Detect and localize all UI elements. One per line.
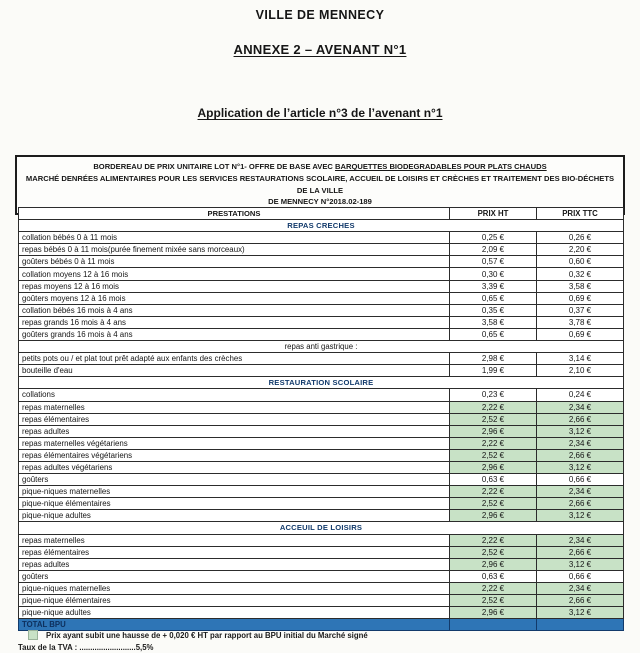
prestation-label: collation bébés 0 à 11 mois [19, 232, 450, 244]
prix-ttc-value: 2,34 € [537, 534, 624, 546]
prix-ttc-value: 2,34 € [537, 486, 624, 498]
table-row [19, 570, 624, 582]
prestation-label: goûters [19, 474, 450, 486]
prix-ht-value: 2,22 € [450, 486, 537, 498]
prestation-label: collation bébés 16 mois à 4 ans [19, 304, 450, 316]
table-row [19, 461, 624, 473]
prestation-label: petits pots ou / et plat tout prêt adapté aux enfants des crèches [19, 353, 450, 365]
prix-ht-value: 0,63 € [450, 474, 537, 486]
prix-ttc-value: 3,58 € [537, 280, 624, 292]
tva-rate-line: Taux de la TVA : ..........................5,5% [18, 643, 154, 652]
column-header-prestations: PRESTATIONS [19, 208, 450, 220]
prix-ttc-value: 2,34 € [537, 437, 624, 449]
prix-ht-value: 2,52 € [450, 449, 537, 461]
prix-ht-value: 2,09 € [450, 244, 537, 256]
prix-ht-value: 2,52 € [450, 546, 537, 558]
section-title: RESTAURATION SCOLAIRE [19, 377, 624, 389]
prix-ht-value: 2,96 € [450, 425, 537, 437]
prix-ht-value: 0,63 € [450, 570, 537, 582]
prix-ttc-value: 2,66 € [537, 595, 624, 607]
prix-ht-value: 0,57 € [450, 256, 537, 268]
prestation-label: repas adultes [19, 558, 450, 570]
prix-ttc-value: 2,10 € [537, 365, 624, 377]
prestation-label: goûters grands 16 mois à 4 ans [19, 328, 450, 340]
prestation-label: repas élémentaires végétariens [19, 449, 450, 461]
section-header-row [19, 220, 624, 232]
prestation-label: collation moyens 12 à 16 mois [19, 268, 450, 280]
prix-ht-value: 3,58 € [450, 316, 537, 328]
table-row [19, 232, 624, 244]
price-table [18, 207, 624, 631]
section-header-row [19, 377, 624, 389]
prix-ttc-value: 3,12 € [537, 461, 624, 473]
price-table-body [19, 220, 624, 631]
table-row [19, 328, 624, 340]
total-prix-ttc-value [537, 619, 624, 631]
prix-ht-value: 2,96 € [450, 558, 537, 570]
prix-ht-value: 2,96 € [450, 461, 537, 473]
prestation-label: goûters [19, 570, 450, 582]
table-row [19, 413, 624, 425]
prix-ht-value: 3,39 € [450, 280, 537, 292]
prix-ht-value: 2,22 € [450, 437, 537, 449]
prix-ttc-value: 2,20 € [537, 244, 624, 256]
prestation-label: goûters moyens 12 à 16 mois [19, 292, 450, 304]
table-row [19, 498, 624, 510]
prix-ttc-value: 3,78 € [537, 316, 624, 328]
table-row [19, 510, 624, 522]
prix-ht-value: 0,30 € [450, 268, 537, 280]
green-highlight-swatch-icon [28, 630, 38, 640]
prix-ttc-value: 2,34 € [537, 582, 624, 594]
prix-ht-value: 2,22 € [450, 534, 537, 546]
table-row [19, 582, 624, 594]
prestation-label: repas grands 16 mois à 4 ans [19, 316, 450, 328]
section-title: ACCEUIL DE LOISIRS [19, 522, 624, 534]
prestation-label: repas élémentaires [19, 546, 450, 558]
table-header-row [19, 208, 624, 220]
prix-ht-value: 2,52 € [450, 498, 537, 510]
prestation-label: pique-niques maternelles [19, 582, 450, 594]
prix-ht-value: 0,25 € [450, 232, 537, 244]
annexe-subtitle-text: ANNEXE 2 – AVENANT N°1 [233, 42, 407, 57]
subsection-label: repas anti gastrique : [19, 341, 624, 353]
prix-ht-value: 0,65 € [450, 292, 537, 304]
prix-ttc-value: 2,66 € [537, 449, 624, 461]
prestation-label: repas bébés 0 à 11 mois(purée finement mixée sans morceaux) [19, 244, 450, 256]
table-row [19, 389, 624, 401]
table-row [19, 437, 624, 449]
prestation-label: pique-nique élémentaires [19, 595, 450, 607]
prix-ttc-value: 0,66 € [537, 474, 624, 486]
prestation-label: repas moyens 12 à 16 mois [19, 280, 450, 292]
table-row [19, 244, 624, 256]
table-row [19, 316, 624, 328]
section-title: REPAS CRECHES [19, 220, 624, 232]
table-row [19, 449, 624, 461]
page-title: VILLE DE MENNECY [255, 8, 385, 22]
price-increase-legend [28, 630, 368, 640]
table-row [19, 365, 624, 377]
prestation-label: repas adultes végétariens [19, 461, 450, 473]
table-row [19, 486, 624, 498]
prix-ht-value: 0,23 € [450, 389, 537, 401]
prix-ht-value: 2,96 € [450, 607, 537, 619]
prix-ttc-value: 3,12 € [537, 558, 624, 570]
prix-ttc-value: 0,37 € [537, 304, 624, 316]
table-row [19, 546, 624, 558]
table-row [19, 256, 624, 268]
prix-ttc-value: 2,66 € [537, 546, 624, 558]
prix-ht-value: 2,22 € [450, 401, 537, 413]
table-row [19, 558, 624, 570]
section-header-row [19, 522, 624, 534]
prix-ttc-value: 3,12 € [537, 510, 624, 522]
prix-ht-value: 1,99 € [450, 365, 537, 377]
prestation-label: repas maternelles [19, 401, 450, 413]
subsection-row [19, 341, 624, 353]
prestation-label: pique-nique adultes [19, 510, 450, 522]
prestation-label: goûters bébés 0 à 11 mois [19, 256, 450, 268]
prix-ht-value: 2,98 € [450, 353, 537, 365]
prix-ttc-value: 3,12 € [537, 607, 624, 619]
prix-ttc-value: 0,69 € [537, 328, 624, 340]
prix-ht-value: 2,52 € [450, 595, 537, 607]
prix-ttc-value: 2,66 € [537, 498, 624, 510]
prix-ttc-value: 0,60 € [537, 256, 624, 268]
prestation-label: repas maternelles [19, 534, 450, 546]
column-header-prix-ht: PRIX HT [450, 208, 537, 220]
prix-ttc-value: 2,34 € [537, 401, 624, 413]
prestation-label: collations [19, 389, 450, 401]
notice-line3: DE MENNECY N°2018.02-189 [268, 197, 372, 207]
table-row [19, 474, 624, 486]
prix-ttc-value: 0,26 € [537, 232, 624, 244]
prestation-label: repas maternelles végétariens [19, 437, 450, 449]
prestation-label: pique-niques maternelles [19, 486, 450, 498]
table-row [19, 280, 624, 292]
table-row [19, 304, 624, 316]
prix-ht-value: 2,52 € [450, 413, 537, 425]
prix-ttc-value: 0,66 € [537, 570, 624, 582]
prix-ttc-value: 0,69 € [537, 292, 624, 304]
notice-line1-underlined: BARQUETTES BIODEGRADABLES POUR PLATS CHAUDS [335, 162, 547, 171]
prestation-label: repas élémentaires [19, 413, 450, 425]
total-prix-ht-value [450, 619, 537, 631]
prestation-label: repas adultes [19, 425, 450, 437]
prestation-label: bouteille d'eau [19, 365, 450, 377]
prix-ttc-value: 0,24 € [537, 389, 624, 401]
column-header-prix-ttc: PRIX TTC [537, 208, 624, 220]
total-bpu-label: TOTAL BPU [19, 619, 450, 631]
notice-line2: MARCHÉ DENRÉES ALIMENTAIRES POUR LES SERVICES RESTAURATIONS SCOLAIRE, ACCUEIL DE LOISIRS ET CRÈCHES ET TRAITEMENT DES BIO-DÉCHETS DE LA VILLE [25, 173, 615, 195]
article-title [0, 106, 640, 120]
prix-ttc-value: 2,66 € [537, 413, 624, 425]
table-row [19, 595, 624, 607]
prestation-label: pique-nique élémentaires [19, 498, 450, 510]
notice-line1-prefix: BORDEREAU DE PRIX UNITAIRE LOT N°1- OFFRE DE BASE AVEC [93, 162, 336, 171]
prestation-label: pique-nique adultes [19, 607, 450, 619]
article-title-text: Application de l’article n°3 de l’avenant n°1 [197, 106, 443, 120]
annexe-subtitle [0, 42, 640, 57]
table-row [19, 425, 624, 437]
prix-ttc-value: 3,14 € [537, 353, 624, 365]
table-row [19, 401, 624, 413]
total-bpu-row [19, 619, 624, 631]
legend-text: Prix ayant subit une hausse de + 0,020 € HT par rapport au BPU initial du Marché signé [46, 630, 368, 640]
table-row [19, 353, 624, 365]
prix-ttc-value: 0,32 € [537, 268, 624, 280]
prix-ttc-value: 3,12 € [537, 425, 624, 437]
table-row [19, 607, 624, 619]
table-row [19, 534, 624, 546]
table-row [19, 268, 624, 280]
prix-ht-value: 0,65 € [450, 328, 537, 340]
prix-ht-value: 2,96 € [450, 510, 537, 522]
prix-ht-value: 0,35 € [450, 304, 537, 316]
prix-ht-value: 2,22 € [450, 582, 537, 594]
table-row [19, 292, 624, 304]
